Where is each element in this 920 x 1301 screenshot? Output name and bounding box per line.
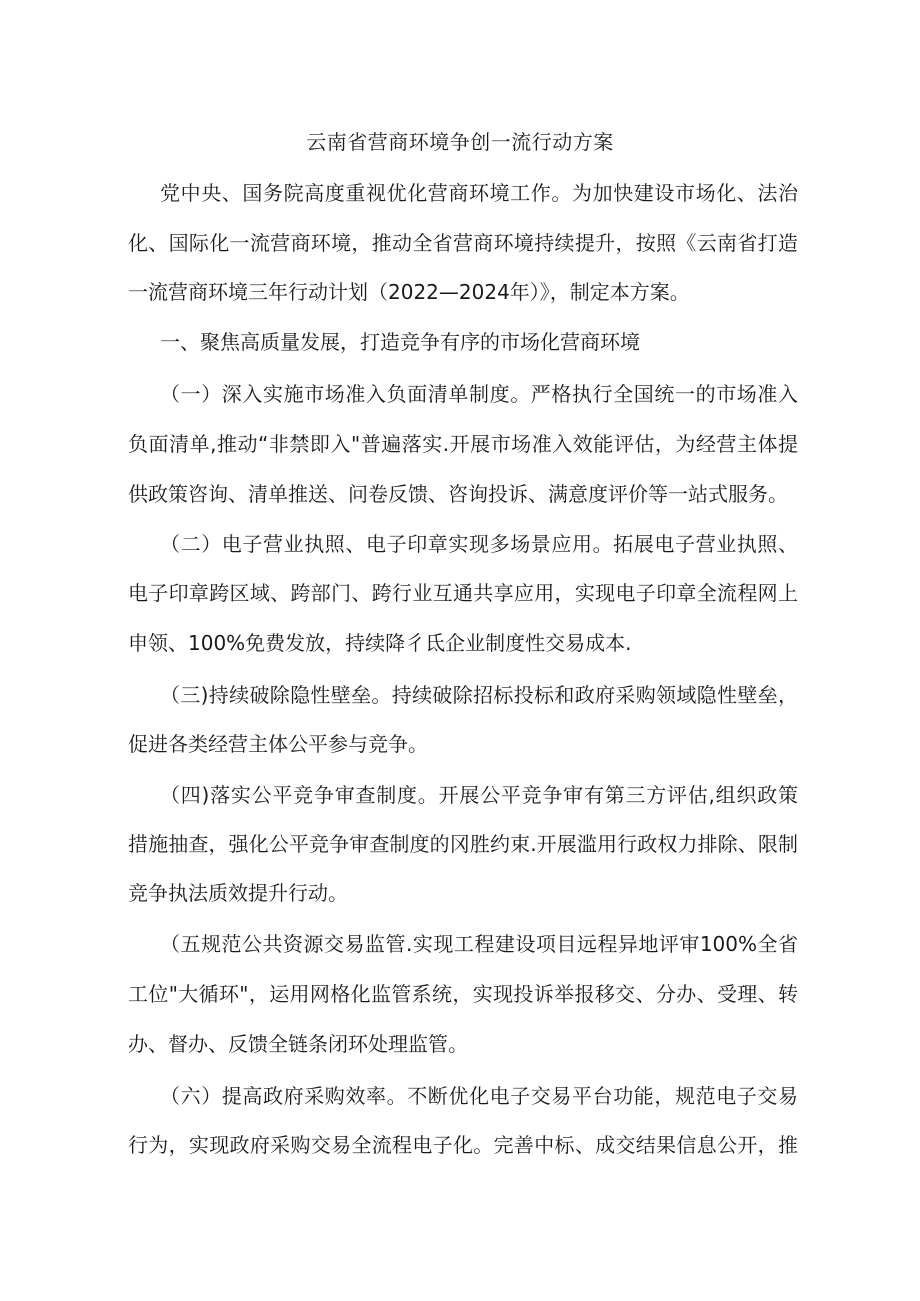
paragraph-line: 电子印章跨区域、跨部门、跨行业互通共享应用，实现电子印章全流程网上 bbox=[128, 581, 798, 605]
paragraph-line: 促进各类经营主体公平参与竞争。 bbox=[128, 732, 428, 756]
paragraph-line: （一）深入实施市场准入负面清单制度。严格执行全国统一的市场准入 bbox=[160, 382, 798, 406]
paragraph-line: 工位"大循环"，运用网格化监管系统，实现投诉举报移交、分办、受理、转 bbox=[128, 982, 798, 1006]
paragraph-line: 化、国际化一流营商环境，推动全省营商环境持续提升，按照《云南省打造 bbox=[128, 231, 798, 255]
paragraph-line: 行为，实现政府采购交易全流程电子化。完善中标、成交结果信息公开，推 bbox=[128, 1133, 798, 1157]
section-heading: 一、聚焦高质量发展，打造竞争有序的市场化营商环境 bbox=[160, 330, 640, 354]
paragraph-line: 党中央、国务院高度重视优化营商环境工作。为加快建设市场化、法治 bbox=[160, 181, 798, 205]
paragraph-line: （三)持续破除隐性壁垒。持续破除招标投标和政府采购领域隐性壁垒， bbox=[160, 683, 798, 707]
paragraph-line: 一流营商环境三年行动计划（2022—2024年）》，制定本方案。 bbox=[128, 280, 690, 304]
paragraph-line: （六）提高政府采购效率。不断优化电子交易平台功能，规范电子交易 bbox=[160, 1084, 798, 1108]
paragraph-line: 供政策咨询、清单推送、问卷反馈、咨询投诉、满意度评价等一站式服务。 bbox=[128, 482, 788, 506]
paragraph-line: 办、督办、反馈全链条闭环处理监管。 bbox=[128, 1032, 468, 1056]
paragraph-line: （五规范公共资源交易监管.实现工程建设项目远程异地评审100%全省 bbox=[160, 932, 798, 956]
paragraph-line: 申领、100%免费发放，持续降彳氐企业制度性交易成本. bbox=[128, 631, 632, 655]
paragraph-line: （二）电子营业执照、电子印章实现多场景应用。拓展电子营业执照、 bbox=[160, 532, 798, 556]
paragraph-line: 竞争执法质效提升行动。 bbox=[128, 881, 348, 905]
document-title: 云南省营商环境争创一流行动方案 bbox=[306, 130, 614, 154]
paragraph-line: 负面清单,推动“非禁即入"普遍落实.开展市场准入效能评估，为经营主体提 bbox=[128, 432, 798, 456]
paragraph-line: （四)落实公平竞争审查制度。开展公平竞争审有第三方评估,组织政策 bbox=[160, 783, 798, 807]
paragraph-line: 措施抽查，强化公平竞争审查制度的冈胜约束.开展滥用行政权力排除、限制 bbox=[128, 832, 798, 856]
